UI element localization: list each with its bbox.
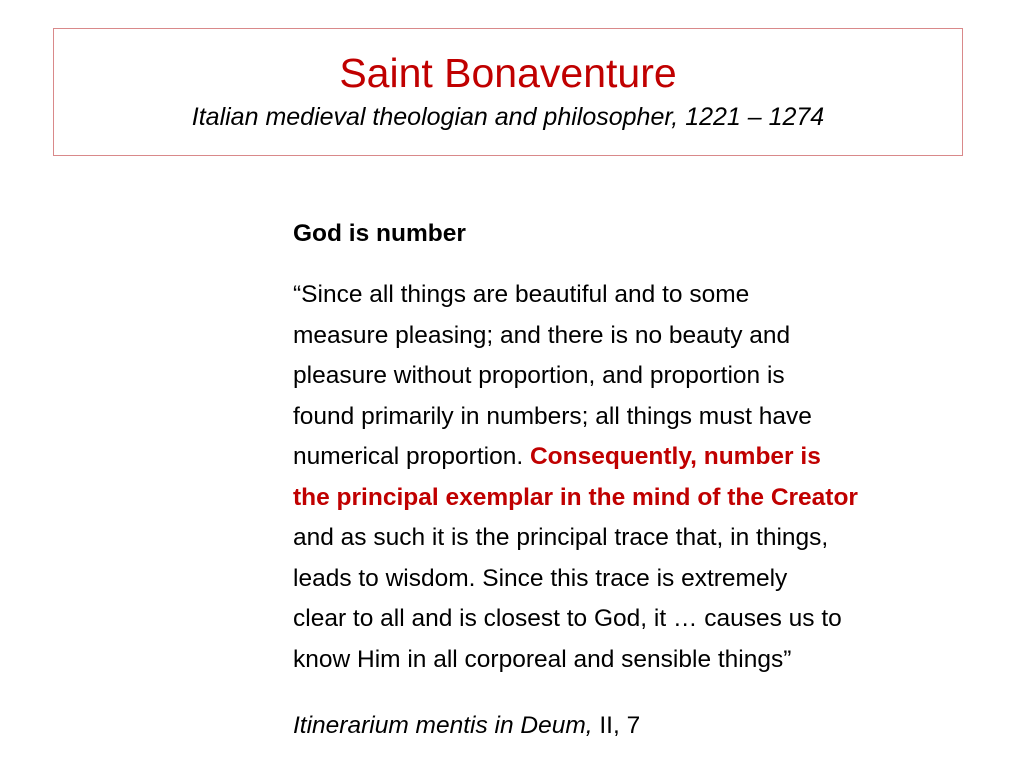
citation-work: Itinerarium mentis in Deum,	[293, 712, 593, 739]
quote-line: clear to all and is closest to God, it … causes us to	[293, 605, 842, 632]
title-box	[53, 28, 963, 156]
slide-subtitle: Italian medieval theologian and philosopher, 1221 – 1274	[191, 103, 825, 131]
quote-line: and as such it is the principal trace that, in things,	[293, 524, 829, 551]
slide-content	[293, 214, 993, 747]
quote-line: “Since all things are beautiful and to some	[293, 281, 750, 308]
quote-line: measure pleasing; and there is no beauty and	[293, 321, 791, 349]
quote-line: numerical proportion.	[293, 443, 530, 470]
quote-heading: God is number	[293, 220, 466, 247]
quote-line: leads to wisdom. Since this trace is extremely	[293, 564, 788, 592]
quote-emphasis: Consequently, number is	[529, 443, 821, 470]
quote-line: know Him in all corporeal and sensible things”	[293, 645, 792, 673]
slide-title: Saint Bonaventure	[339, 50, 677, 96]
quote-text	[293, 275, 993, 680]
citation-reference: II, 7	[592, 712, 641, 739]
quote-emphasis: the principal exemplar in the mind of the Creator	[293, 483, 858, 511]
citation	[293, 706, 993, 747]
quote-line: found primarily in numbers; all things must have	[293, 402, 812, 430]
quote-line: pleasure without proportion, and proportion is	[293, 362, 785, 389]
